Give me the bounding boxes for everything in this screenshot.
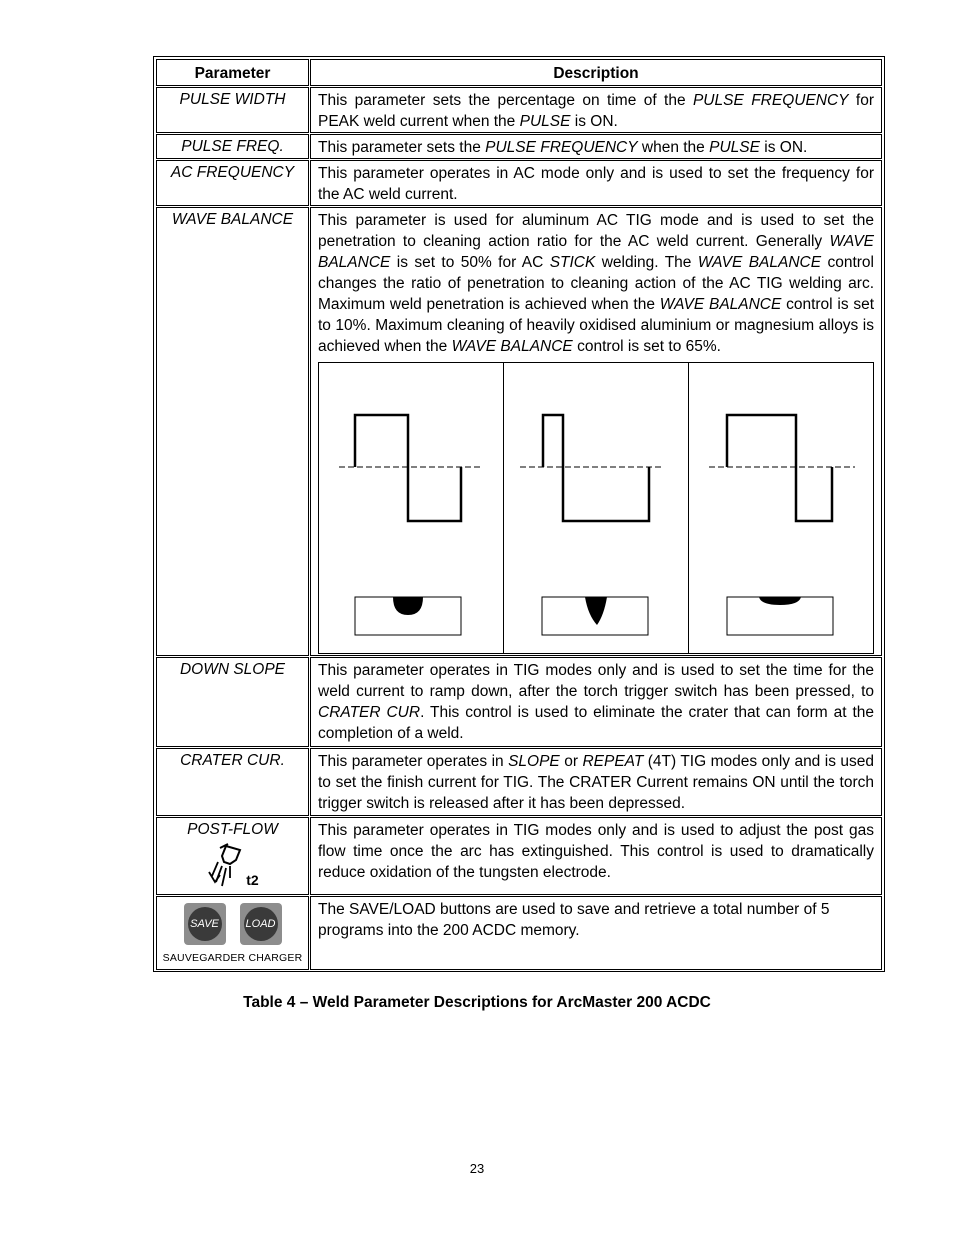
post-flow-t2-label: t2 (246, 872, 259, 888)
desc-ac-frequency: This parameter operates in AC mode only and is used to set the frequency for the AC weld current. (310, 160, 882, 206)
load-button[interactable] (240, 903, 282, 945)
load-button-label: LOAD (244, 907, 278, 941)
save-button[interactable] (184, 903, 226, 945)
param-wave-balance: WAVE BALANCE (156, 207, 309, 656)
param-post-flow-label: POST-FLOW (187, 821, 278, 838)
balanced-waveform-icon (319, 363, 502, 653)
desc-save-load: The SAVE/LOAD buttons are used to save and retrieve a total number of 5 programs into the 200 ACDC memory. (310, 896, 882, 970)
param-pulse-freq: PULSE FREQ. (156, 134, 309, 159)
row-post-flow (156, 817, 882, 895)
desc-pulse-freq: This parameter sets the PULSE FREQUENCY when the PULSE is ON. (310, 134, 882, 159)
table-header-row (156, 59, 882, 86)
desc-pulse-width: This parameter sets the percentage on time of the PULSE FREQUENCY for PEAK weld current when the PULSE is ON. (310, 87, 882, 133)
param-down-slope: DOWN SLOPE (156, 657, 309, 747)
wave-balance-text: This parameter is used for aluminum AC TIG mode and is used to set the penetration to cleaning action ratio for the AC weld current. Generally WAVE BALANCE is set to 50% for AC STICK welding. The WAVE BALANCE control changes the ratio of penetration to cleaning action of the AC TIG welding arc. Maximum weld penetration is achieved when the WAVE BALANCE control is set to 10%. Maximum cleaning of heavily oxidised aluminium or magnesium alloys is achieved when the WAVE BALANCE control is set to 65%. (318, 212, 874, 355)
desc-down-slope: This parameter operates in TIG modes only and is used to set the time for the weld current to ramp down, after the torch trigger switch has been pressed, to CRATER CUR. This control is used to eliminate the crater that can form at the completion of a weld. (310, 657, 882, 747)
wave-diagram-penetration (504, 363, 689, 653)
desc-post-flow: This parameter operates in TIG modes only and is used to adjust the post gas flow time once the arc has extinguished. This control is used to dramatically reduce oxidation of the tungsten electrode. (310, 817, 882, 895)
desc-crater-cur: This parameter operates in SLOPE or REPEAT (4T) TIG modes only and is used to set the finish current for TIG. The CRATER Current remains ON until the torch trigger switch is released after it has been depressed. (310, 748, 882, 816)
save-load-button-group (157, 903, 308, 945)
row-crater-cur (156, 748, 882, 816)
save-button-label: SAVE (188, 907, 222, 941)
row-wave-balance (156, 207, 882, 656)
row-save-load (156, 896, 882, 970)
param-pulse-width: PULSE WIDTH (156, 87, 309, 133)
wave-diagram-balanced (319, 363, 504, 653)
row-down-slope (156, 657, 882, 747)
row-ac-frequency (156, 160, 882, 206)
page-number: 23 (469, 1161, 485, 1176)
desc-wave-balance (310, 207, 882, 656)
param-save-load (156, 896, 309, 970)
save-load-french-labels: SAUVEGARDER CHARGER (162, 952, 303, 964)
param-ac-frequency: AC FREQUENCY (156, 160, 309, 206)
header-description: Description (310, 59, 882, 86)
cleaning-waveform-icon (689, 363, 874, 653)
wave-balance-diagram (318, 362, 874, 654)
parameter-table (155, 58, 883, 971)
row-pulse-width (156, 87, 882, 133)
row-pulse-freq (156, 134, 882, 159)
gas-torch-icon (206, 842, 244, 888)
penetration-waveform-icon (504, 363, 688, 653)
param-post-flow (156, 817, 309, 895)
wave-diagram-cleaning (689, 363, 873, 653)
table-caption: Table 4 – Weld Parameter Descriptions for ArcMaster 200 ACDC (243, 994, 711, 1011)
post-flow-symbol (164, 842, 301, 888)
param-crater-cur: CRATER CUR. (156, 748, 309, 816)
parameter-table-frame (153, 56, 885, 972)
header-parameter: Parameter (156, 59, 309, 86)
